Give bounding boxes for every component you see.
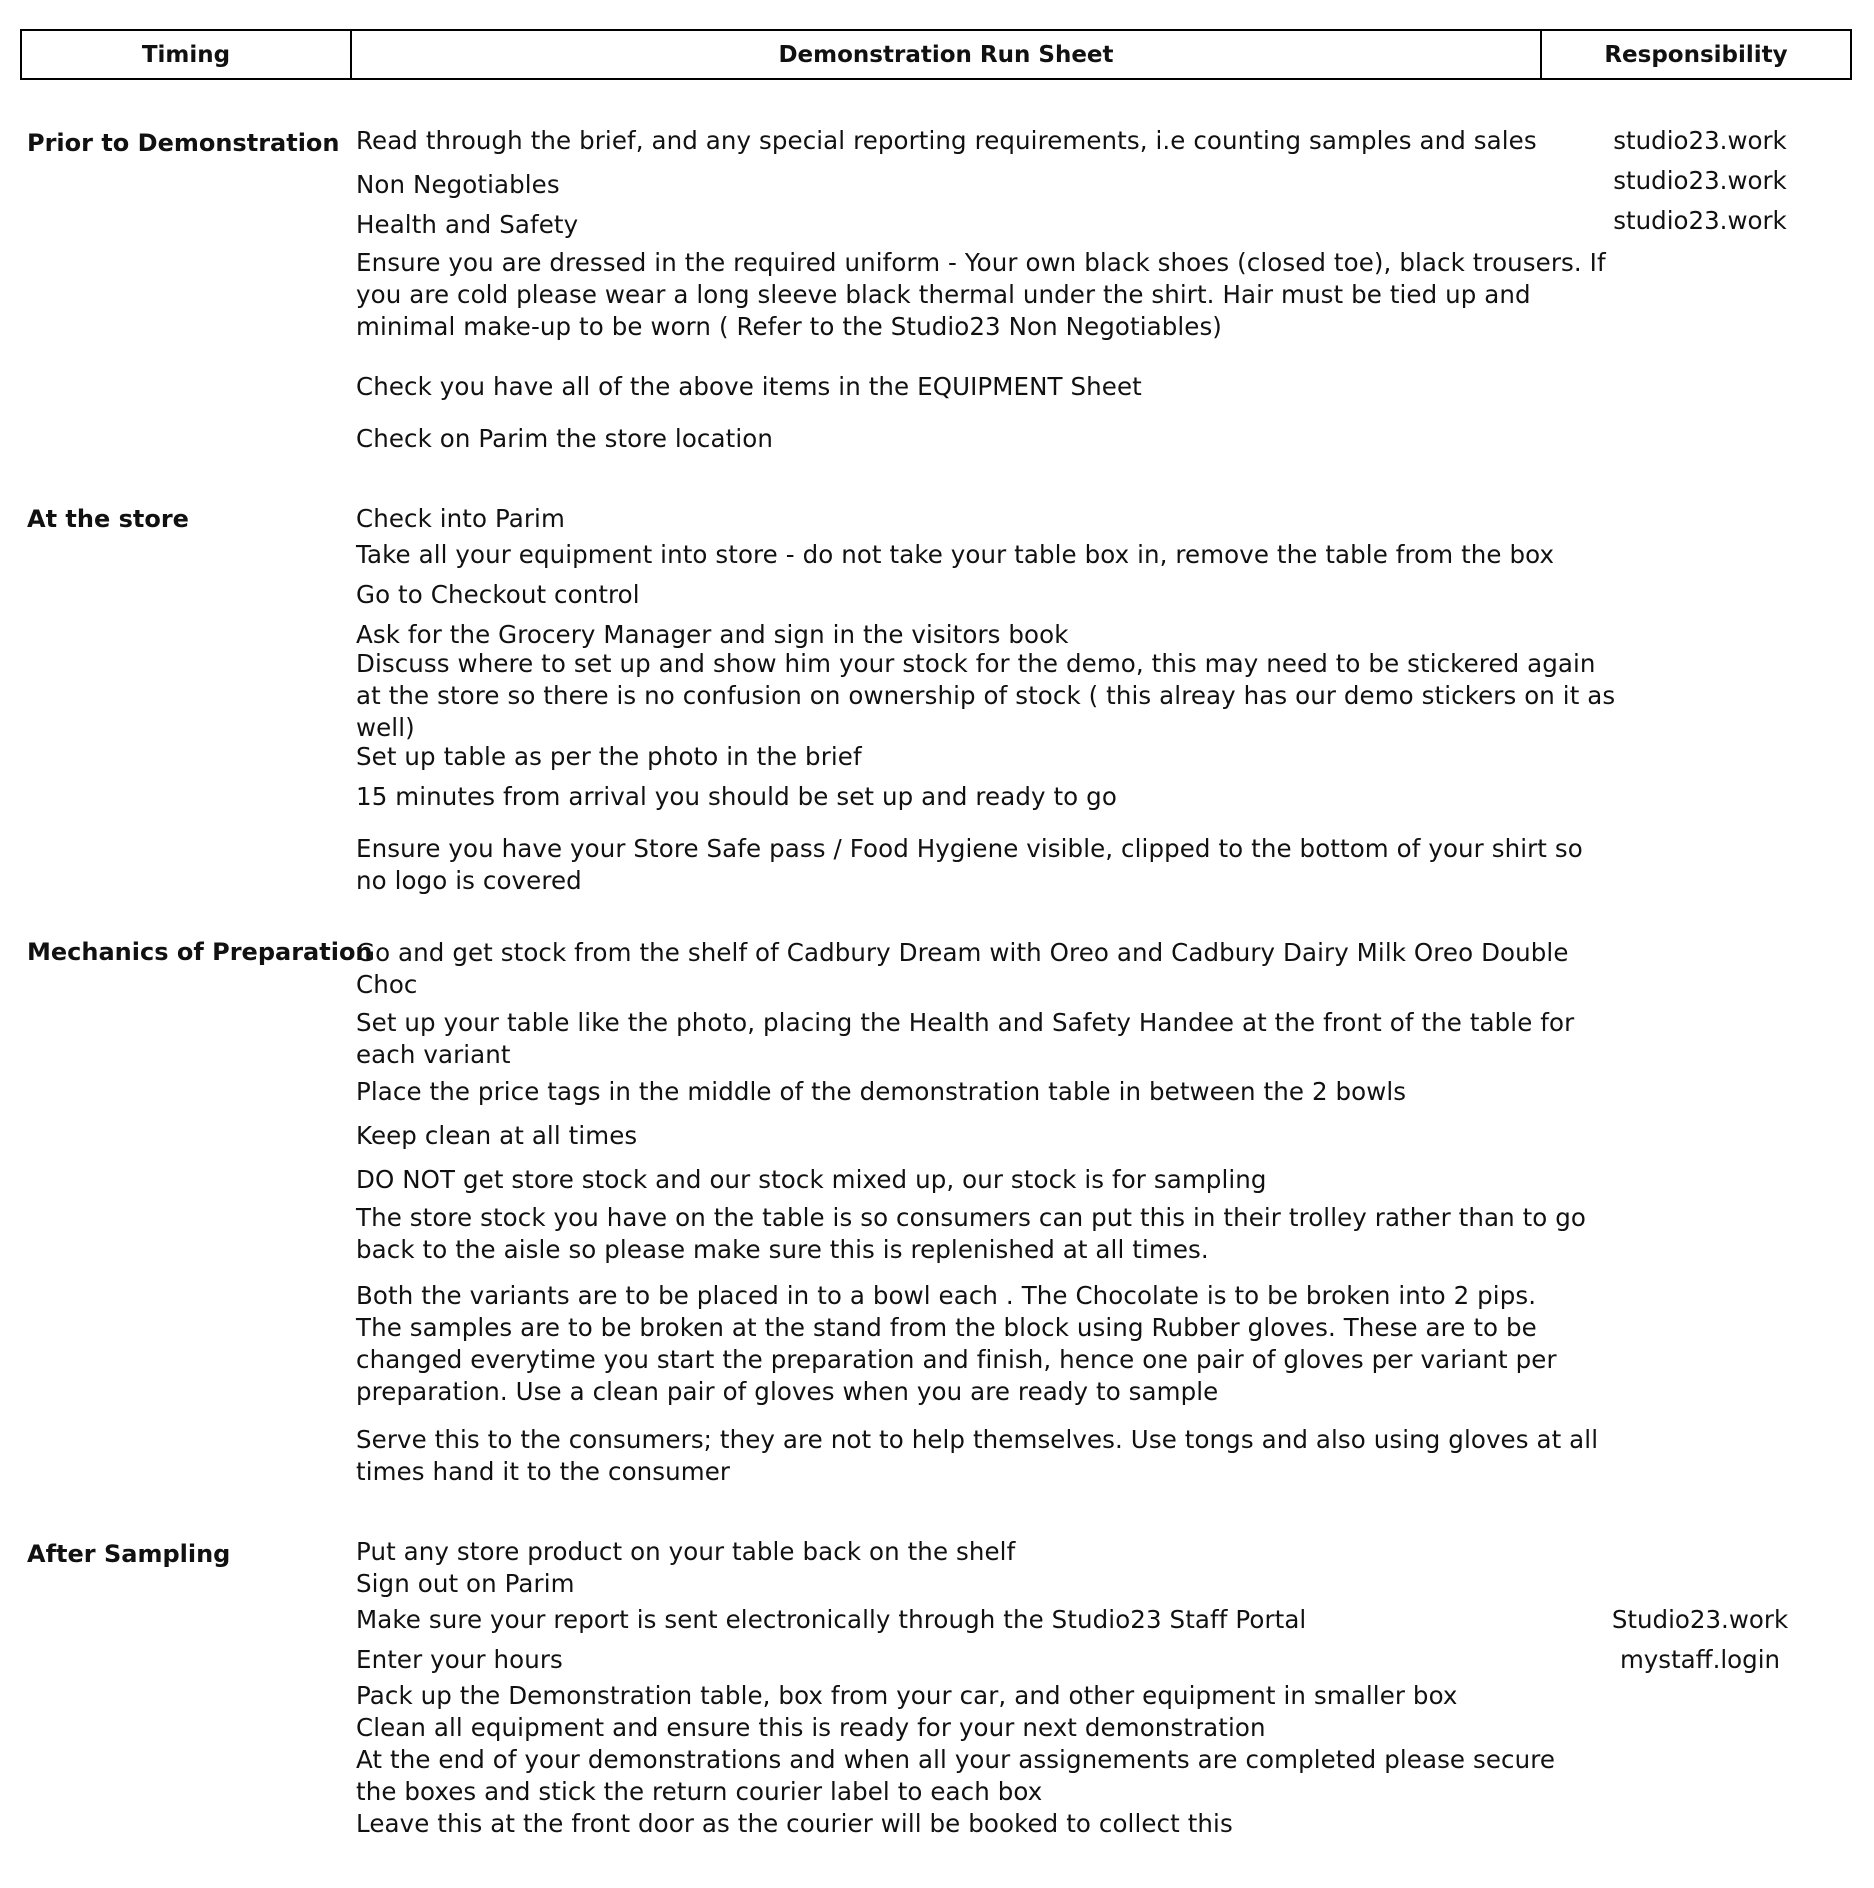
- responsibility-value: mystaff.login: [1619, 1645, 1781, 1674]
- run-line: Set up your table like the photo, placing the Health and Safety Handee at the front of the table for: [356, 1008, 1575, 1037]
- run-line: Set up table as per the photo in the brief: [356, 742, 862, 771]
- header-row: [20, 29, 1852, 80]
- run-line: Discuss where to set up and show him your stock for the demo, this may need to be stickered again: [356, 649, 1596, 678]
- run-line: Check you have all of the above items in the EQUIPMENT Sheet: [356, 372, 1142, 401]
- run-line: The store stock you have on the table is so consumers can put this in their trolley rather than to go: [356, 1203, 1587, 1232]
- run-line: Ensure you are dressed in the required uniform - Your own black shoes (closed toe), black trousers. If: [356, 248, 1606, 277]
- run-line: Take all your equipment into store - do not take your table box in, remove the table from the box: [356, 540, 1555, 569]
- run-line: Pack up the Demonstration table, box from your car, and other equipment in smaller box: [356, 1681, 1458, 1710]
- run-line: no logo is covered: [356, 866, 582, 895]
- responsibility-value: Studio23.work: [1611, 1605, 1789, 1634]
- run-line: Read through the brief, and any special reporting requirements, i.e counting samples and sales: [356, 126, 1537, 155]
- run-line: back to the aisle so please make sure this is replenished at all times.: [356, 1235, 1209, 1264]
- header-responsibility: Responsibility: [1604, 41, 1788, 68]
- run-line: The samples are to be broken at the stand from the block using Rubber gloves. These are to be: [356, 1313, 1537, 1342]
- run-line: Clean all equipment and ensure this is ready for your next demonstration: [356, 1713, 1266, 1742]
- run-line: Serve this to the consumers; they are not to help themselves. Use tongs and also using gloves at all: [356, 1425, 1599, 1454]
- run-line: Enter your hours: [356, 1645, 563, 1674]
- section-mechanics: Mechanics of Preparation: [27, 938, 373, 966]
- run-line: the boxes and stick the return courier label to each box: [356, 1777, 1043, 1806]
- section-after: After Sampling: [27, 1540, 231, 1568]
- run-line: you are cold please wear a long sleeve black thermal under the shirt. Hair must be tied up and: [356, 280, 1531, 309]
- run-line: Make sure your report is sent electronically through the Studio23 Staff Portal: [356, 1605, 1307, 1634]
- run-line: times hand it to the consumer: [356, 1457, 731, 1486]
- run-line: Ask for the Grocery Manager and sign in the visitors book: [356, 620, 1069, 649]
- run-line: Place the price tags in the middle of the demonstration table in between the 2 bowls: [356, 1077, 1407, 1106]
- header-runsheet: Demonstration Run Sheet: [352, 31, 1542, 78]
- header-timing: Timing: [22, 31, 352, 78]
- responsibility-value: studio23.work: [1613, 166, 1787, 195]
- run-line: Leave this at the front door as the courier will be booked to collect this: [356, 1809, 1233, 1838]
- run-line: DO NOT get store stock and our stock mixed up, our stock is for sampling: [356, 1165, 1267, 1194]
- run-line: Go and get stock from the shelf of Cadbury Dream with Oreo and Cadbury Dairy Milk Oreo Double: [356, 938, 1569, 967]
- run-line: Health and Safety: [356, 210, 579, 239]
- run-line: well): [356, 713, 415, 742]
- responsibility-value: studio23.work: [1613, 126, 1787, 155]
- run-line: 15 minutes from arrival you should be set up and ready to go: [356, 782, 1117, 811]
- run-line: At the end of your demonstrations and when all your assignements are completed please secure: [356, 1745, 1556, 1774]
- responsibility-value: studio23.work: [1613, 206, 1787, 235]
- run-line: preparation. Use a clean pair of gloves when you are ready to sample: [356, 1377, 1219, 1406]
- run-line: Check on Parim the store location: [356, 424, 773, 453]
- run-line: Put any store product on your table back on the shelf: [356, 1537, 1016, 1566]
- run-line: each variant: [356, 1040, 511, 1069]
- run-line: Sign out on Parim: [356, 1569, 575, 1598]
- run-line: Choc: [356, 970, 418, 999]
- run-line: Both the variants are to be placed in to a bowl each . The Chocolate is to be broken into 2 pips.: [356, 1281, 1537, 1310]
- run-line: Ensure you have your Store Safe pass / Food Hygiene visible, clipped to the bottom of your shirt so: [356, 834, 1583, 863]
- run-line: Keep clean at all times: [356, 1121, 638, 1150]
- section-store: At the store: [27, 505, 189, 533]
- run-line: at the store so there is no confusion on ownership of stock ( this alreay has our demo stickers on it as: [356, 681, 1616, 710]
- run-line: Go to Checkout control: [356, 580, 640, 609]
- section-prior: Prior to Demonstration: [27, 129, 340, 157]
- run-line: minimal make-up to be worn ( Refer to the Studio23 Non Negotiables): [356, 312, 1222, 341]
- run-line: Check into Parim: [356, 504, 565, 533]
- run-line: changed everytime you start the preparation and finish, hence one pair of gloves per variant per: [356, 1345, 1557, 1374]
- run-line: Non Negotiables: [356, 170, 560, 199]
